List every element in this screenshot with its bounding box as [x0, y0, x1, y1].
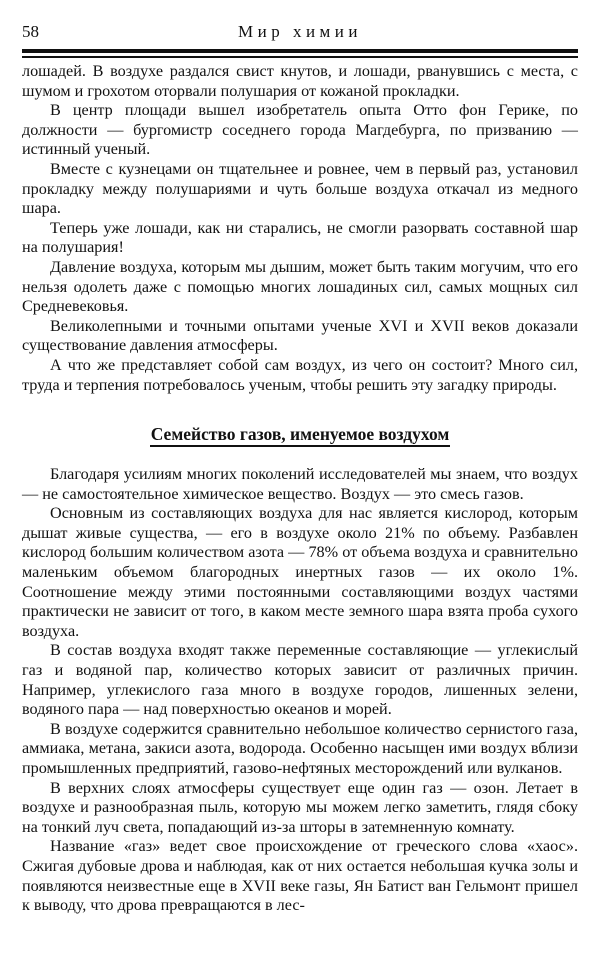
running-title: Мир химии — [237, 22, 362, 41]
paragraph: Основным из составляющих воздуха для нас является кислород, которым дышат живые существа, — его в воздухе около 21% по объему. Разбавлен кислород большим количеством азота — 78% от объема воздуха и сравнительно маленьким объемом благородных инертных газов — их около 1%. Соотношение между этими постоянными составляющими воздух частями практически не зависит от того, в каком месте земного шара взята проба сухого воздуха. — [22, 504, 578, 640]
paragraph: лошадей. В воздухе раздался свист кнутов, и лошади, рванувшись с места, с шумом и грохотом оторвали полушария от кожаной прокладки. — [22, 62, 578, 100]
paragraph: Вместе с кузнецами он тщательнее и ровнее, чем в первый раз, установил прокладку между полушариями и чуть больше воздуха откачал из медного шара. — [22, 159, 578, 218]
header-rule-thick — [22, 49, 578, 53]
section-heading — [22, 422, 578, 446]
page-header — [22, 22, 578, 44]
paragraph: Великолепными и точными опытами ученые XVI и XVII веков доказали существование давления атмосферы. — [22, 316, 578, 355]
paragraph: В состав воздуха входят также переменные составляющие — углекислый газ и водяной пар, количество которых зависит от различных причин. Например, углекислого газа много в воздухе городов, лишенных зелени, водяного пара — над поверхностью океанов и морей. — [22, 641, 578, 719]
paragraph: Благодаря усилиям многих поколений исследователей мы знаем, что воздух — не самостоятельное химическое вещество. Воздух — это смесь газов. — [22, 465, 578, 503]
body-text — [22, 62, 578, 916]
header-rule-thin — [22, 56, 578, 58]
paragraph: В верхних слоях атмосферы существует еще один газ — озон. Летает в воздухе и разнообразная пыль, которую мы можем легко заметить, глядя сбоку на тонкий луч света, попадающий из-за шторы в затемненную комнату. — [22, 778, 578, 836]
page-number: 58 — [22, 22, 39, 41]
paragraph: В центр площади вышел изобретатель опыта Отто фон Герике, по должности — бургомистр соседнего города Магдебурга, по призванию — истинный ученый. — [22, 101, 578, 159]
paragraph: А что же представляет собой сам воздух, из чего он состоит? Много сил, труда и терпения потребовалось ученым, чтобы решить эту загадку природы. — [22, 355, 578, 394]
section-heading-text: Семейство газов, именуемое воздухом — [150, 424, 451, 447]
paragraph: Теперь уже лошади, как ни старались, не смогли разорвать составной шар на полушария! — [22, 218, 578, 257]
paragraph: Давление воздуха, которым мы дышим, может быть таким могучим, что его нельзя одолеть даже с помощью многих лошадиных сил, самых мощных сил Средневековья. — [22, 257, 578, 316]
paragraph: Название «газ» ведет свое происхождение от греческого слова «хаос». Сжигая дубовые дрова и наблюдая, как от них остается небольшая кучка золы и появляются неизвестные еще в XVII веке газы, Ян Батист ван Гельмонт пришел к выводу, что дрова превращаются в лес- — [22, 837, 578, 915]
paragraph: В воздухе содержится сравнительно небольшое количество сернистого газа, аммиака, метана, закиси азота, водорода. Особенно насыщен ими воздух вблизи промышленных предприятий, газово-нефтяных месторождений или вулканов. — [22, 719, 578, 777]
